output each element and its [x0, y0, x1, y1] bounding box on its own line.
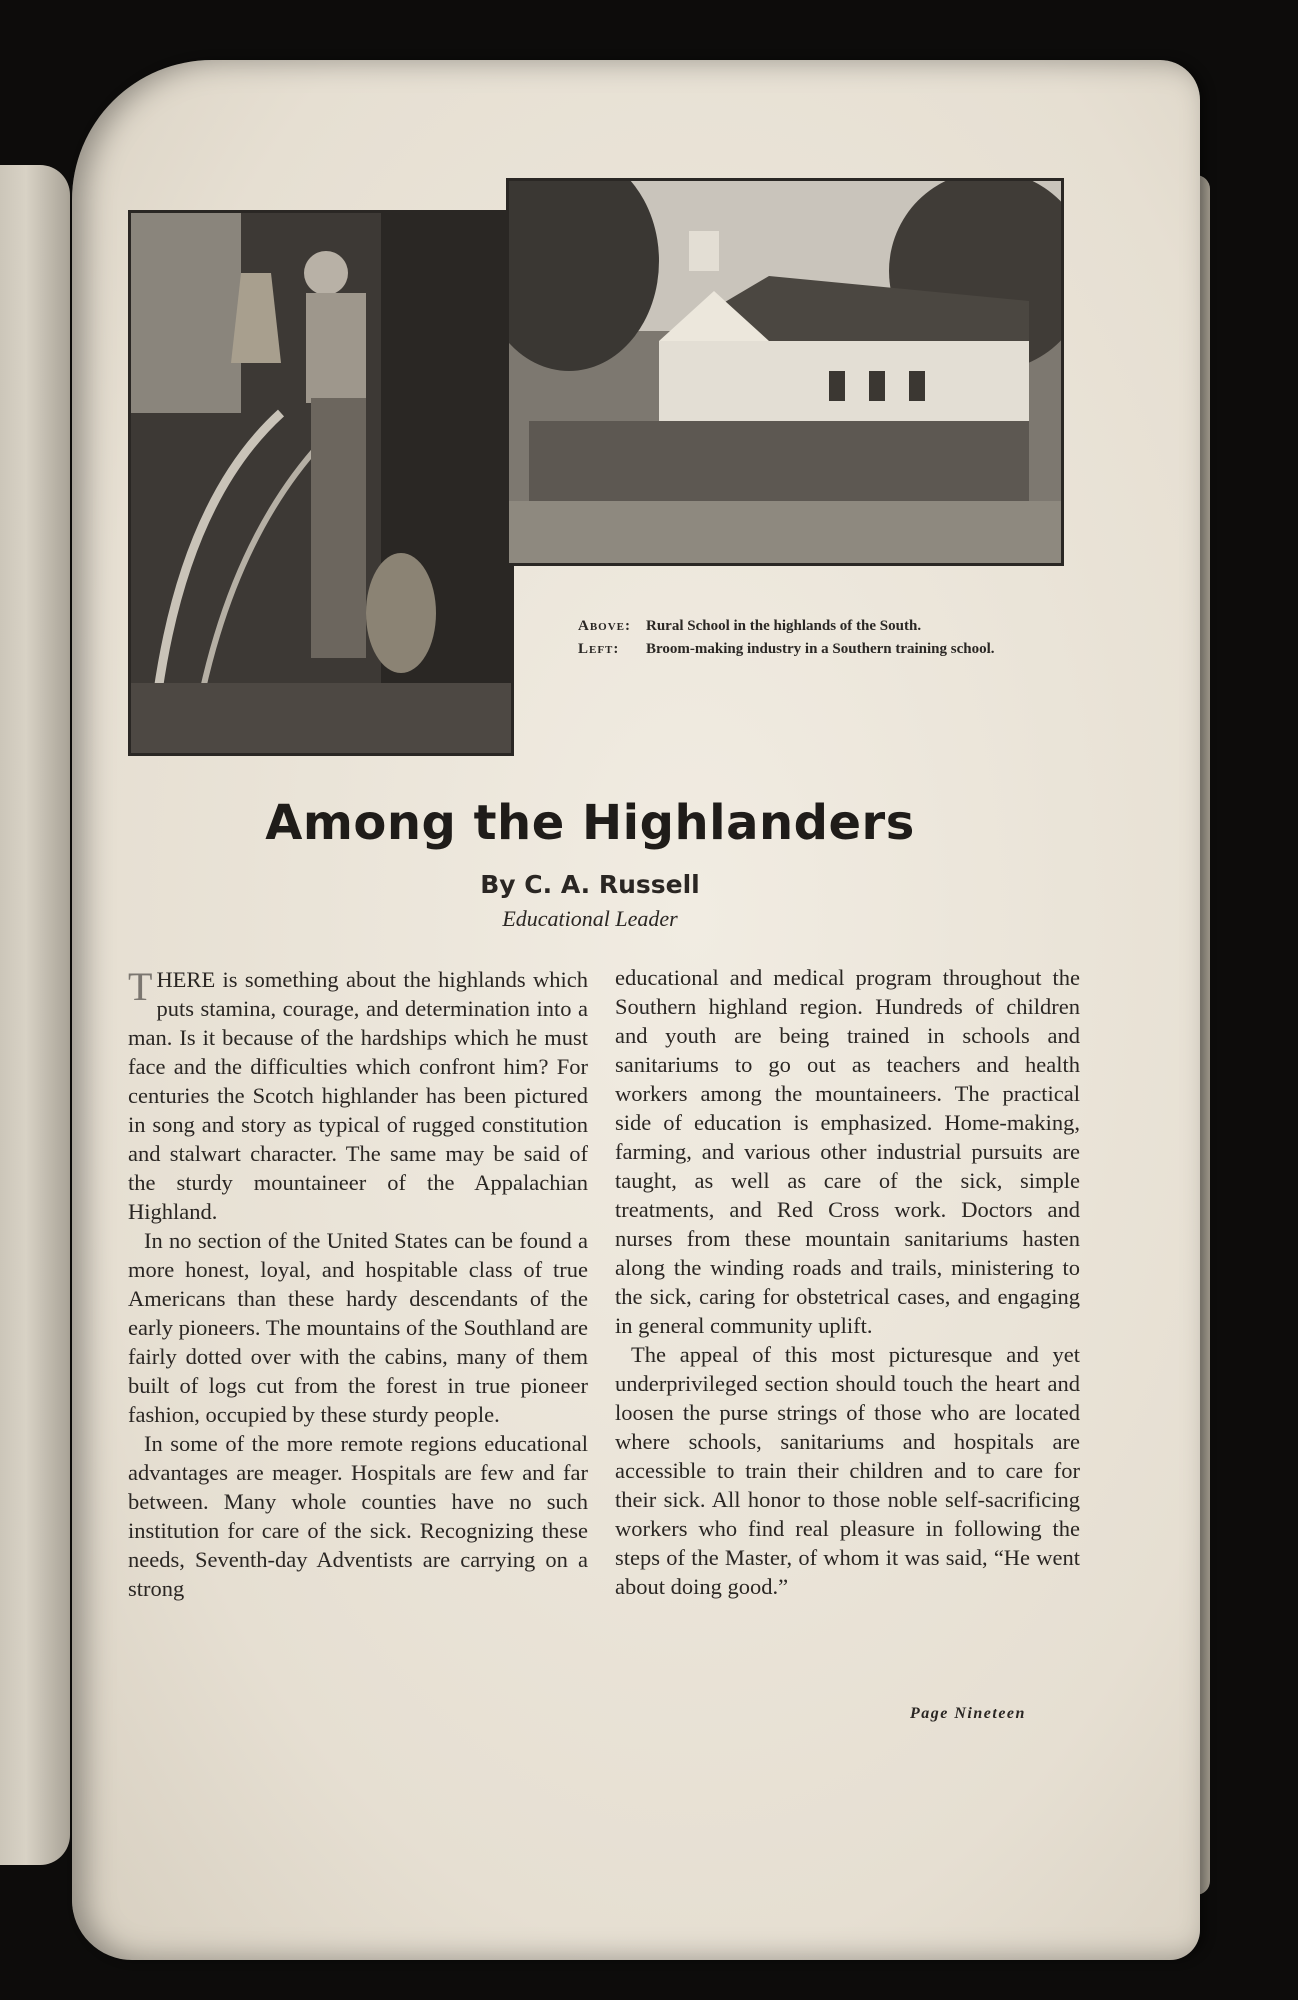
facing-page-edge [0, 165, 70, 1865]
article-title: Among the Highlanders [265, 795, 915, 851]
broom-making-photo [128, 210, 514, 756]
caption-above [578, 618, 1038, 635]
photo-captions [578, 618, 1038, 664]
paragraph-3: In some of the more remote regions educational advantages are meager. Hospitals are few and far between. Many whole counties have no such institution for care of the sick. Recognizing these needs, Seventh-day Adventists are carrying on a strong [128, 1431, 588, 1601]
paragraph-3-continued: educational and medical program throughout the Southern highland region. Hundreds of children and youth are being trained in schools and sanitariums to go out as teachers and health workers among the mountaineers. The practical side of education is emphasized. Home-making, farming, and various other industrial pursuits are taught, as well as care of the sick, simple treatments, and Red Cross work. Doctors and nurses from these mountain sanitariums hasten along the winding roads and trails, ministering to the sick, caring for obstetrical cases, and engaging in general community uplift. [615, 965, 1080, 1338]
article-column-left [128, 965, 588, 1603]
caption-left [578, 641, 1038, 658]
author-role: Educational Leader [502, 906, 678, 931]
paragraph-4: The appeal of this most picturesque and yet underprivileged section should touch the heart and loosen the purse strings of those who are located where schools, sanitariums and hospitals are accessible to train their children and to care for their sick. All honor to those noble self-sacrificing workers who find real pleasure in following the steps of the Master, of whom it was said, “He went about doing good.” [615, 1342, 1080, 1599]
page-number: Page Nineteen [910, 1705, 1026, 1722]
caption-left-key: Left: [578, 641, 620, 657]
caption-above-text: Rural School in the highlands of the South. [646, 618, 922, 634]
article-byline: By C. A. Russell [480, 870, 700, 899]
drop-cap: T [128, 964, 153, 1009]
paragraph-1 [128, 965, 588, 1226]
paragraph-1-text: HERE is something about the highlands which puts stamina, courage, and determination into a man. Is it because of the hardships which he must face and the difficulties which confront him? For centuries the Scotch highlander has been pictured in song and story as typical of rugged constitution and stalwart character. The same may be said of the sturdy mountaineer of the Appalachian Highland. [128, 967, 588, 1224]
caption-above-key: Above: [578, 618, 632, 634]
rural-school-photo [506, 178, 1064, 566]
article-column-right [615, 963, 1080, 1601]
paragraph-2: In no section of the United States can be found a more honest, loyal, and hospitable class of true Americans than these hardy descendants of the early pioneers. The mountains of the Southland are fairly dotted over with the cabins, many of them built of logs cut from the forest in true pioneer fashion, occupied by these sturdy people. [128, 1228, 588, 1427]
caption-left-text: Broom-making industry in a Southern training school. [646, 641, 995, 657]
